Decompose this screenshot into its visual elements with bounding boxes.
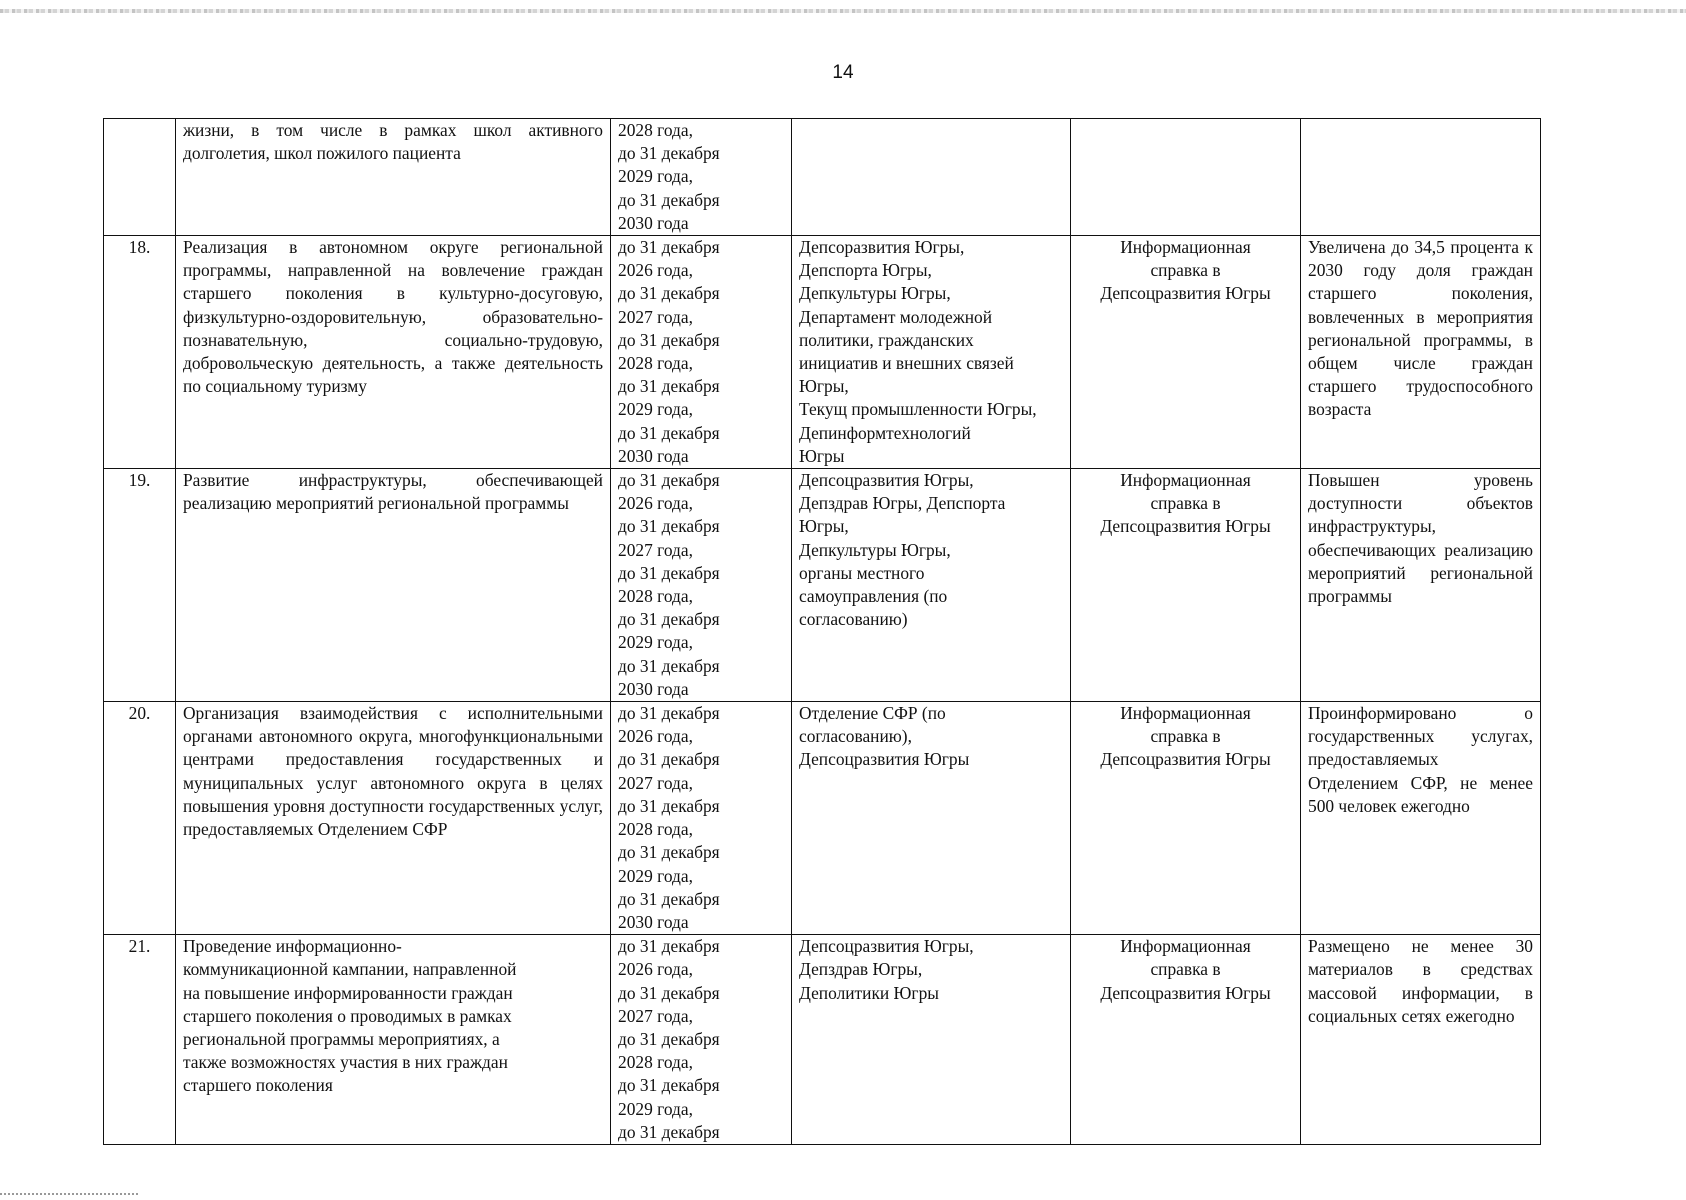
deadline-line: до 31 декабря <box>618 982 720 1003</box>
row-number: 18. <box>104 236 176 469</box>
executor-line: самоуправления (по <box>799 586 948 607</box>
document-line: Информационная <box>1120 703 1251 724</box>
document-line: Депсоцразвития Югры <box>1100 283 1271 304</box>
deadline-line: до 31 декабря <box>618 237 720 258</box>
row-number: 20. <box>104 702 176 935</box>
deadline-line: 2029 года, <box>618 166 693 187</box>
document-line: Информационная <box>1120 470 1251 491</box>
description-line: старшего поколения о проводимых в рамках <box>183 1005 512 1026</box>
deadline-line: до 31 декабря <box>618 422 720 443</box>
table-row <box>104 702 1541 935</box>
deadline-line: до 31 декабря <box>618 655 720 676</box>
result-cell: Повышен уровень доступности объектов инфраструктуры, обеспечивающих реализацию мероприятий региональной программы <box>1301 469 1541 702</box>
description-line: на повышение информированности граждан <box>183 982 513 1003</box>
document-line: Депсоцразвития Югры <box>1100 982 1271 1003</box>
deadline-line: 2030 года <box>618 911 689 932</box>
result-cell: Проинформировано о государственных услугах, предоставляемых Отделением СФР, не менее 500 человек ежегодно <box>1301 702 1541 935</box>
description-line: Проведение информационно- <box>183 936 402 957</box>
deadline-cell <box>611 469 792 702</box>
description-line: также возможностях участия в них граждан <box>183 1052 508 1073</box>
deadline-line: до 31 декабря <box>618 795 720 816</box>
deadline-line: 2026 года, <box>618 260 693 281</box>
table-row <box>104 935 1541 1145</box>
executor-line: согласованию) <box>799 609 908 630</box>
executor-line: Югры, <box>799 516 849 537</box>
executor-line: Депинформтехнологий <box>799 422 971 443</box>
description-line: региональной программы мероприятиях, а <box>183 1028 500 1049</box>
deadline-line: 2026 года, <box>618 726 693 747</box>
deadline-line: до 31 декабря <box>618 283 720 304</box>
deadline-line: 2027 года, <box>618 539 693 560</box>
deadline-line: до 31 декабря <box>618 562 720 583</box>
deadline-line: 2028 года, <box>618 120 693 140</box>
deadline-line: 2027 года, <box>618 772 693 793</box>
deadline-line: 2029 года, <box>618 632 693 653</box>
executor-line: Депсоразвития Югры, <box>799 237 965 258</box>
deadline-line: 2029 года, <box>618 399 693 420</box>
deadline-line: 2030 года <box>618 445 689 466</box>
deadline-line: до 31 декабря <box>618 329 720 350</box>
scan-edge-bottom <box>0 1193 140 1195</box>
deadline-line: 2028 года, <box>618 819 693 840</box>
deadline-line: до 31 декабря <box>618 470 720 491</box>
row-number <box>104 119 176 236</box>
document-cell <box>1071 702 1301 935</box>
deadline-line: до 31 декабря <box>618 1121 720 1142</box>
executors-cell <box>792 702 1071 935</box>
executor-line: Депсоцразвития Югры, <box>799 936 974 957</box>
document-cell <box>1071 236 1301 469</box>
deadline-line: 2029 года, <box>618 865 693 886</box>
deadline-line: 2028 года, <box>618 353 693 374</box>
deadline-line: до 31 декабря <box>618 1028 720 1049</box>
deadline-line: до 31 декабря <box>618 888 720 909</box>
deadline-line: 2027 года, <box>618 1005 693 1026</box>
document-line: справка в <box>1150 260 1221 281</box>
executor-line: Депздрав Югры, Депспорта <box>799 493 1006 514</box>
deadline-cell <box>611 236 792 469</box>
document-line: Информационная <box>1120 237 1251 258</box>
deadline-line: до 31 декабря <box>618 842 720 863</box>
deadline-line: 2027 года, <box>618 306 693 327</box>
deadline-line: до 31 декабря <box>618 143 720 164</box>
measure-description <box>176 935 611 1145</box>
deadline-line: 2028 года, <box>618 1052 693 1073</box>
executor-line: Югры <box>799 445 845 466</box>
measure-description: Развитие инфраструктуры, обеспечивающей реализацию мероприятий региональной программы <box>176 469 611 702</box>
deadline-line: 2028 года, <box>618 586 693 607</box>
deadline-line: 2030 года <box>618 678 689 699</box>
executor-line: согласованию), <box>799 726 912 747</box>
document-line: Депсоцразвития Югры <box>1100 516 1271 537</box>
executor-line: инициатив и внешних связей <box>799 353 1014 374</box>
result-cell: Размещено не менее 30 материалов в средствах массовой информации, в социальных сетях ежегодно <box>1301 935 1541 1145</box>
row-number: 19. <box>104 469 176 702</box>
executor-line: Отделение СФР (по <box>799 703 946 724</box>
deadline-line: до 31 декабря <box>618 609 720 630</box>
deadline-line: 2026 года, <box>618 493 693 514</box>
deadline-line: до 31 декабря <box>618 936 720 957</box>
row-number: 21. <box>104 935 176 1145</box>
document-cell <box>1071 935 1301 1145</box>
executor-line: Депсоцразвития Югры, <box>799 470 974 491</box>
executor-line: органы местного <box>799 562 925 583</box>
executor-line: Департамент молодежной <box>799 306 993 327</box>
executor-line: политики, гражданских <box>799 329 974 350</box>
deadline-line: до 31 декабря <box>618 749 720 770</box>
document-cell <box>1071 119 1301 236</box>
result-cell <box>1301 119 1541 236</box>
document-line: справка в <box>1150 959 1221 980</box>
deadline-line: до 31 декабря <box>618 703 720 724</box>
document-line: Информационная <box>1120 936 1251 957</box>
table-row <box>104 119 1541 236</box>
document-line: справка в <box>1150 493 1221 514</box>
executor-line: Депкультуры Югры, <box>799 283 951 304</box>
deadline-cell <box>611 935 792 1145</box>
deadline-cell <box>611 119 792 236</box>
executor-line: Югры, <box>799 376 849 397</box>
description-line: старшего поколения <box>183 1075 333 1096</box>
table-row <box>104 236 1541 469</box>
document-cell <box>1071 469 1301 702</box>
deadline-line: 2030 года <box>618 212 689 233</box>
executors-cell <box>792 935 1071 1145</box>
executor-line: Деполитики Югры <box>799 982 939 1003</box>
result-cell: Увеличена до 34,5 процента к 2030 году доля граждан старшего поколения, вовлеченных в мероприятия региональной программы, в общем числе граждан старшего трудоспособного возраста <box>1301 236 1541 469</box>
executor-line: Депздрав Югры, <box>799 959 923 980</box>
executors-cell <box>792 119 1071 236</box>
executor-line: Текущ промышленности Югры, <box>799 399 1037 420</box>
deadline-line: до 31 декабря <box>618 376 720 397</box>
page-number: 14 <box>832 62 854 83</box>
deadline-line: 2029 года, <box>618 1098 693 1119</box>
measure-description: жизни, в том числе в рамках школ активного долголетия, школ пожилого пациента <box>176 119 611 236</box>
deadline-line: до 31 декабря <box>618 516 720 537</box>
deadline-line: до 31 декабря <box>618 189 720 210</box>
document-line: справка в <box>1150 726 1221 747</box>
executor-line: Депкультуры Югры, <box>799 539 951 560</box>
executors-cell <box>792 469 1071 702</box>
executors-cell <box>792 236 1071 469</box>
table-row <box>104 469 1541 702</box>
document-line: Депсоцразвития Югры <box>1100 749 1271 770</box>
executor-line: Депспорта Югры, <box>799 260 932 281</box>
deadline-line: до 31 декабря <box>618 1075 720 1096</box>
deadline-cell <box>611 702 792 935</box>
deadline-line: 2026 года, <box>618 959 693 980</box>
executor-line: Депсоцразвития Югры <box>799 749 970 770</box>
measure-description: Организация взаимодействия с исполнительными органами автономного округа, многофункциональными центрами предоставления государственных и муниципальных услуг автономного округа в целях повышения уровня доступности государственных услуг, предоставляемых Отделением СФР <box>176 702 611 935</box>
scan-edge-top <box>0 9 1686 13</box>
description-line: коммуникационной кампании, направленной <box>183 959 517 980</box>
measures-table <box>103 118 1541 1145</box>
measure-description: Реализация в автономном округе региональной программы, направленной на вовлечение граждан старшего поколения в культурно-досуговую, физкультурно-оздоровительную, образовательно-познавательную, социально-трудовую, добровольческую деятельность, а также деятельность по социальному туризму <box>176 236 611 469</box>
